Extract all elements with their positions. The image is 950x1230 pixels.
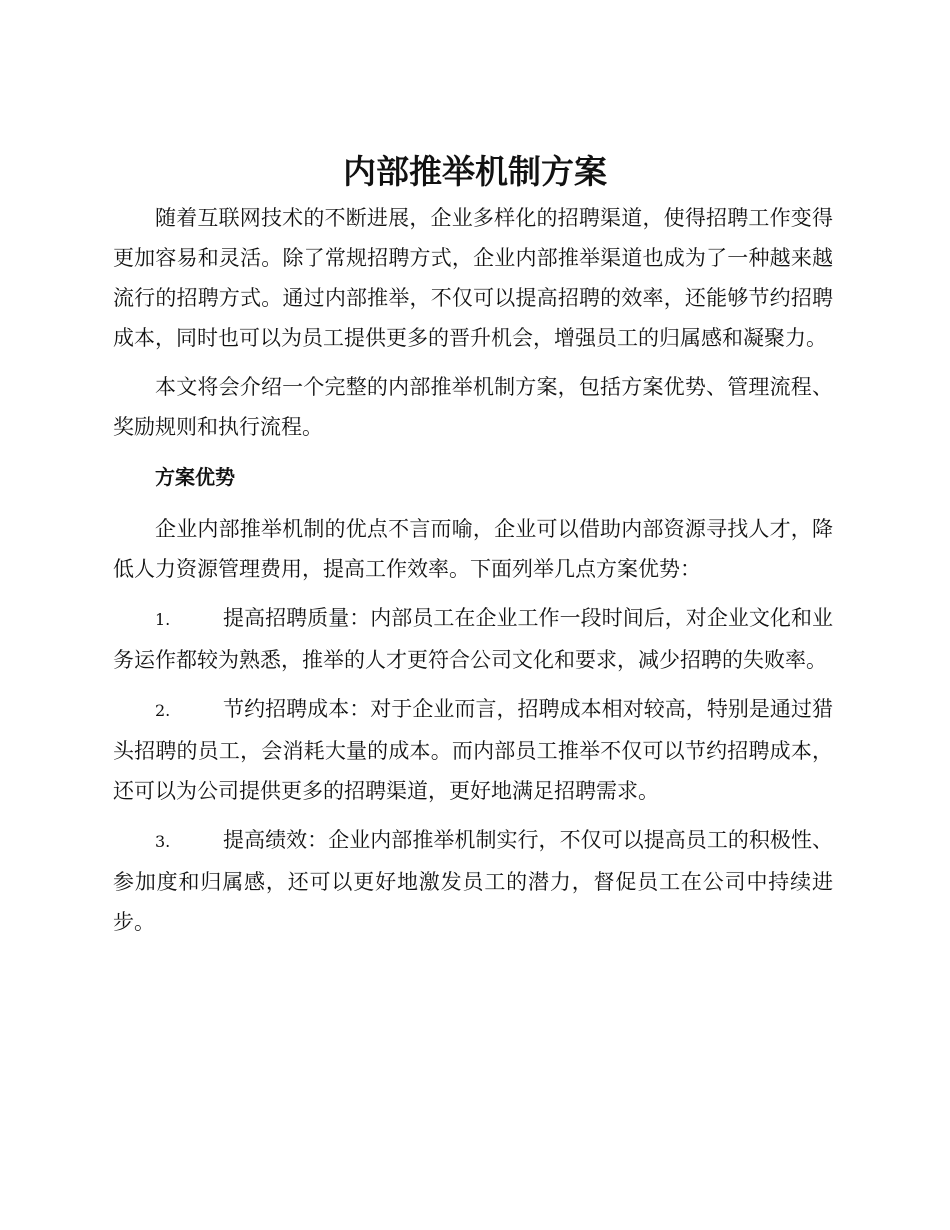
list-item-text: 提高招聘质量：内部员工在企业工作一段时间后，对企业文化和业务运作都较为熟悉，推举的人才更符合公司文化和要求，减少招聘的失败率。 — [113, 606, 833, 672]
list-item-1 — [113, 598, 833, 680]
advantages-list — [113, 598, 833, 942]
intro-paragraph-1: 随着互联网技术的不断进展，企业多样化的招聘渠道，使得招聘工作变得更加容易和灵活。除了常规招聘方式，企业内部推举渠道也成为了一种越来越流行的招聘方式。通过内部推举，不仅可以提高招聘的效率，还能够节约招聘成本，同时也可以为员工提供更多的晋升机会，增强员工的归属感和凝聚力。 — [113, 206, 833, 350]
list-item-number: 2. — [155, 701, 171, 720]
list-item-text: 节约招聘成本：对于企业而言，招聘成本相对较高，特别是通过猎头招聘的员工，会消耗大量的成本。而内部员工推举不仅可以节约招聘成本，还可以为公司提供更多的招聘渠道，更好地满足招聘需求。 — [113, 697, 833, 803]
list-item-number: 3. — [155, 832, 171, 851]
section-intro-paragraph: 企业内部推举机制的优点不言而喻，企业可以借助内部资源寻找人才，降低人力资源管理费用，提高工作效率。下面列举几点方案优势： — [113, 517, 833, 581]
document-title: 内部推举机制方案 — [343, 152, 607, 191]
intro-paragraph-2: 本文将会介绍一个完整的内部推举机制方案，包括方案优势、管理流程、奖励规则和执行流程。 — [113, 375, 833, 439]
list-item-number: 1. — [155, 610, 171, 629]
list-item-text: 提高绩效：企业内部推举机制实行，不仅可以提高员工的积极性、参加度和归属感，还可以更好地激发员工的潜力，督促员工在公司中持续进步。 — [113, 828, 833, 934]
list-item-2 — [113, 689, 833, 811]
section-heading-advantages: 方案优势 — [155, 465, 235, 489]
list-item-3 — [113, 820, 833, 942]
document-body — [113, 198, 833, 951]
